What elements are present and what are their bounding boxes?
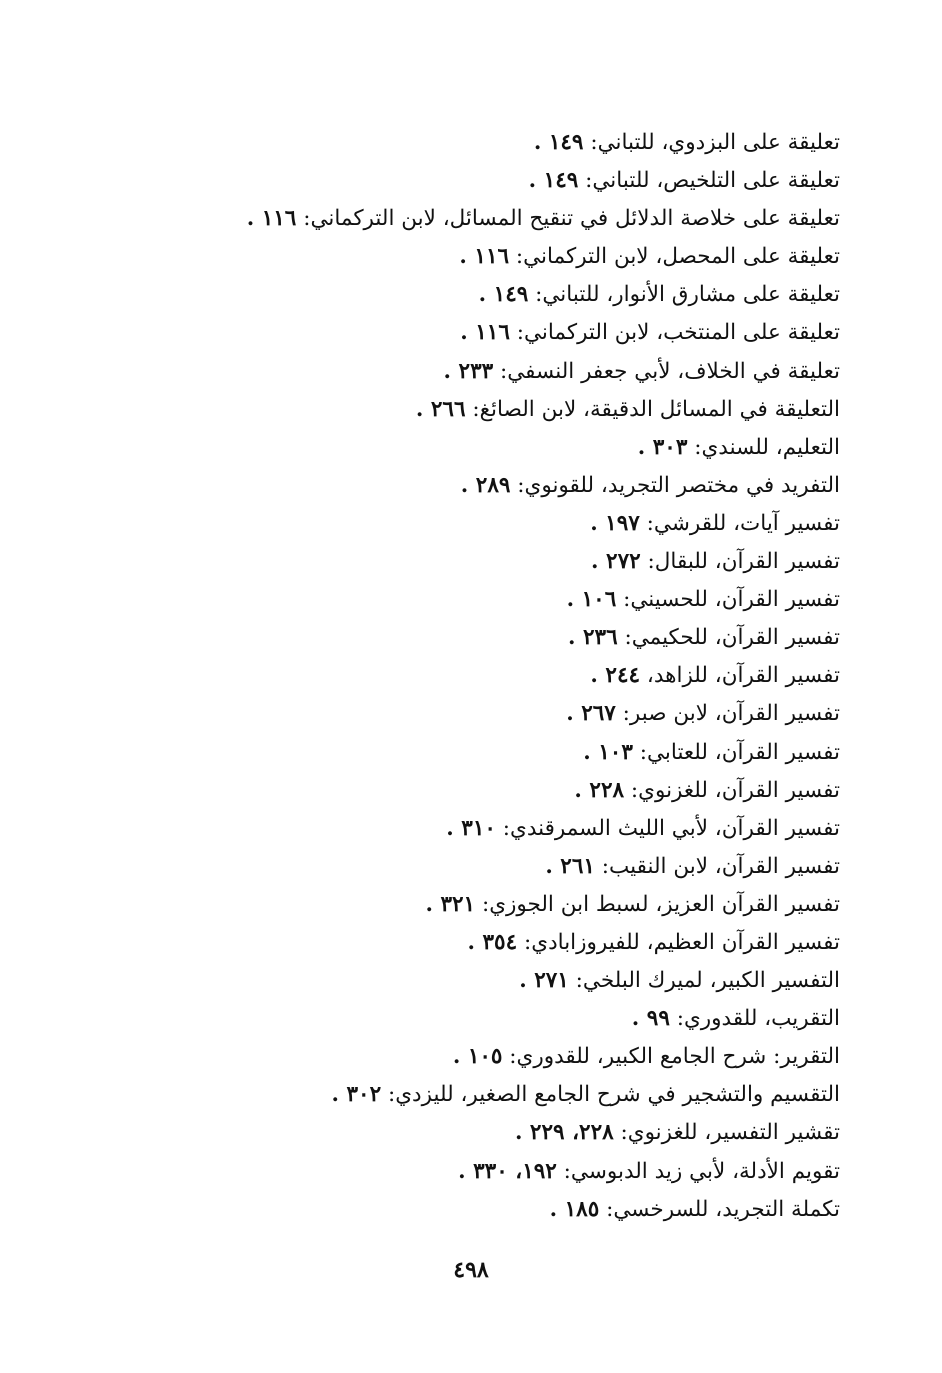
entry-pages: ١٨٥ . — [549, 1196, 600, 1222]
entry-title: تعليقة في الخلاف، لأبي جعفر النسفي — [507, 358, 840, 384]
entry-pages: ٢٣٦ . — [568, 625, 618, 651]
entry-pages: ٩٩ . — [631, 1006, 670, 1032]
entry-pages: ٣٢١ . — [425, 891, 476, 917]
index-entry: تعليقة على خلاصة الدلائل في تنقيح المسائل، لابن التركماني: ١١٦ . — [246, 206, 840, 232]
entry-title: تفسير القرآن، لابن النقيب — [609, 853, 840, 879]
entry-title: تقويم الأدلة، لأبي زيد الدبوسي — [570, 1158, 840, 1184]
entry-title: تفسير القرآن العظيم، للفيروزابادي — [531, 929, 840, 955]
entry-pages: ٢٨٩ . — [460, 472, 511, 498]
entry-title: تفسير القرآن، للعتابي — [646, 739, 840, 765]
entry-title: تقشير التفسير، للغزنوي — [627, 1120, 840, 1146]
entry-pages: ١٩٧ . — [590, 510, 640, 536]
entry-pages: ٣٠٣ . — [637, 434, 688, 460]
index-entry: تفسير القرآن، لابن النقيب: ٢٦١ . — [545, 853, 840, 879]
index-entry: تكملة التجريد، للسرخسي: ١٨٥ . — [549, 1196, 840, 1222]
entry-title: تعليقة على مشارق الأنوار، للتباني — [542, 282, 840, 308]
entry-pages: ١١٦ . — [459, 244, 510, 270]
entry-title: التقريب، للقدوري — [683, 1006, 840, 1032]
index-entries-list — [140, 124, 840, 1229]
entry-title: تفسير آيات، للقرشي — [653, 510, 840, 536]
index-entry: تعليقة على مشارق الأنوار، للتباني: ١٤٩ . — [478, 282, 840, 308]
entry-pages: ١٤٩ . — [528, 168, 579, 194]
index-entry: التقريب، للقدوري: ٩٩ . — [631, 1006, 840, 1032]
index-entry: تفسير القرآن العظيم، للفيروزابادي: ٣٥٤ . — [467, 929, 840, 955]
index-entry: تقويم الأدلة، لأبي زيد الدبوسي: ١٩٢، ٣٣٠ . — [458, 1158, 840, 1184]
index-entry: التعليقة في المسائل الدقيقة، لابن الصائغ: ٢٦٦ . — [415, 396, 840, 422]
entry-pages: ٢٧٢ . — [591, 549, 641, 575]
entry-pages: ٣٠٢ . — [331, 1082, 382, 1108]
entry-title: تفسير القرآن، للزاهد، — [646, 663, 840, 689]
entry-pages: ٣١٠ . — [446, 815, 496, 841]
entry-pages: ٢٦١ . — [545, 853, 595, 879]
index-entry: تفسير القرآن، للغزنوي: ٢٢٨ . — [574, 777, 840, 803]
entry-title: تعليقة على المنتخب، لابن التركماني — [523, 320, 840, 346]
entry-pages: ١٤٩ . — [478, 282, 529, 308]
entry-title: تعليقة على التلخيص، للتباني — [592, 168, 840, 194]
entry-title: تفسير القرآن العزيز، لسبط ابن الجوزي — [489, 891, 840, 917]
entry-title: التفريد في مختصر التجريد، للقونوي — [524, 472, 840, 498]
index-entry: تفسير القرآن، لأبي الليث السمرقندي: ٣١٠ . — [446, 815, 840, 841]
index-entry: تفسير القرآن، للبقال: ٢٧٢ . — [591, 549, 840, 575]
entry-title: تكملة التجريد، للسرخسي — [613, 1196, 840, 1222]
entry-title: تفسير القرآن، لابن صبر — [629, 701, 840, 727]
entry-title: تفسير القرآن، للحكيمي — [631, 625, 840, 651]
entry-title: التعليم، للسندي — [701, 434, 840, 460]
index-entry: تفسير القرآن، لابن صبر: ٢٦٧ . — [566, 701, 840, 727]
entry-title: تفسير القرآن، للغزنوي — [638, 777, 840, 803]
entry-pages: ٢٧١ . — [519, 968, 569, 994]
entry-pages: ٣٥٤ . — [467, 929, 518, 955]
index-entry: تفسير القرآن، للحسيني: ١٠٦ . — [566, 587, 840, 613]
entry-title: تفسير القرآن، للبقال — [654, 549, 840, 575]
entry-pages: ٢٣٣ . — [443, 358, 494, 384]
index-entry: التفريد في مختصر التجريد، للقونوي: ٢٨٩ . — [460, 472, 840, 498]
entry-title: تعليقة على خلاصة الدلائل في تنقيح المسائل، لابن التركماني — [310, 206, 840, 232]
index-entry — [140, 657, 840, 695]
index-entry: تعليقة في الخلاف، لأبي جعفر النسفي: ٢٣٣ . — [443, 358, 840, 384]
entry-title: تعليقة على المحصل، لابن التركماني — [523, 244, 840, 270]
index-entry: تفسير القرآن، للعتابي: ١٠٣ . — [583, 739, 840, 765]
entry-pages: ١٤٩ . — [533, 130, 584, 155]
index-entry: التقرير: شرح الجامع الكبير، للقدوري: ١٠٥ . — [452, 1044, 840, 1070]
entry-title: التقرير: شرح الجامع الكبير، للقدوري — [516, 1044, 840, 1070]
entry-pages: ٢٢٨، ٢٢٩ . — [514, 1120, 614, 1146]
entry-pages: ٢٤٤ . — [590, 663, 641, 689]
index-entry: التعليم، للسندي: ٣٠٣ . — [637, 434, 840, 460]
entry-title: تعليقة على البزدوي، للتباني — [597, 130, 840, 155]
entry-title: تفسير القرآن، للحسيني — [630, 587, 840, 613]
index-entry: تفسير آيات، للقرشي: ١٩٧ . — [590, 510, 840, 536]
entry-pages: ١١٦ . — [460, 320, 510, 346]
entry-pages: ١٠٣ . — [583, 739, 633, 765]
entry-title: التفسير الكبير، لميرك البلخي — [582, 968, 840, 994]
entry-pages: ١٠٥ . — [452, 1044, 503, 1070]
index-entry: تعليقة على البزدوي، للتباني: ١٤٩ . — [533, 130, 840, 155]
entry-title: التعليقة في المسائل الدقيقة، لابن الصائغ — [479, 396, 840, 422]
index-entry: تفسير القرآن، للحكيمي: ٢٣٦ . — [568, 625, 840, 651]
entry-pages: ١٩٢، ٣٣٠ . — [458, 1158, 557, 1184]
entry-title: تفسير القرآن، لأبي الليث السمرقندي — [510, 815, 840, 841]
entry-pages: ١٠٦ . — [566, 587, 617, 613]
entry-title: التقسيم والتشجير في شرح الجامع الصغير، لليزدي — [395, 1082, 840, 1108]
page-number: ٤٩٨ — [453, 1257, 489, 1283]
index-entry: تفسير القرآن العزيز، لسبط ابن الجوزي: ٣٢١ . — [425, 891, 840, 917]
index-entry: تقشير التفسير، للغزنوي: ٢٢٨، ٢٢٩ . — [514, 1120, 840, 1146]
entry-pages: ٢٢٨ . — [574, 777, 625, 803]
entry-pages: ٢٦٦ . — [415, 396, 466, 422]
index-entry: التفسير الكبير، لميرك البلخي: ٢٧١ . — [519, 968, 840, 994]
index-entry: تعليقة على المنتخب، لابن التركماني: ١١٦ . — [460, 320, 840, 346]
index-entry: التقسيم والتشجير في شرح الجامع الصغير، لليزدي: ٣٠٢ . — [331, 1082, 840, 1108]
entry-pages: ١١٦ . — [246, 206, 297, 232]
index-entry: تعليقة على التلخيص، للتباني: ١٤٩ . — [528, 168, 840, 194]
entry-pages: ٢٦٧ . — [566, 701, 616, 727]
index-entry: تعليقة على المحصل، لابن التركماني: ١١٦ . — [459, 244, 840, 270]
